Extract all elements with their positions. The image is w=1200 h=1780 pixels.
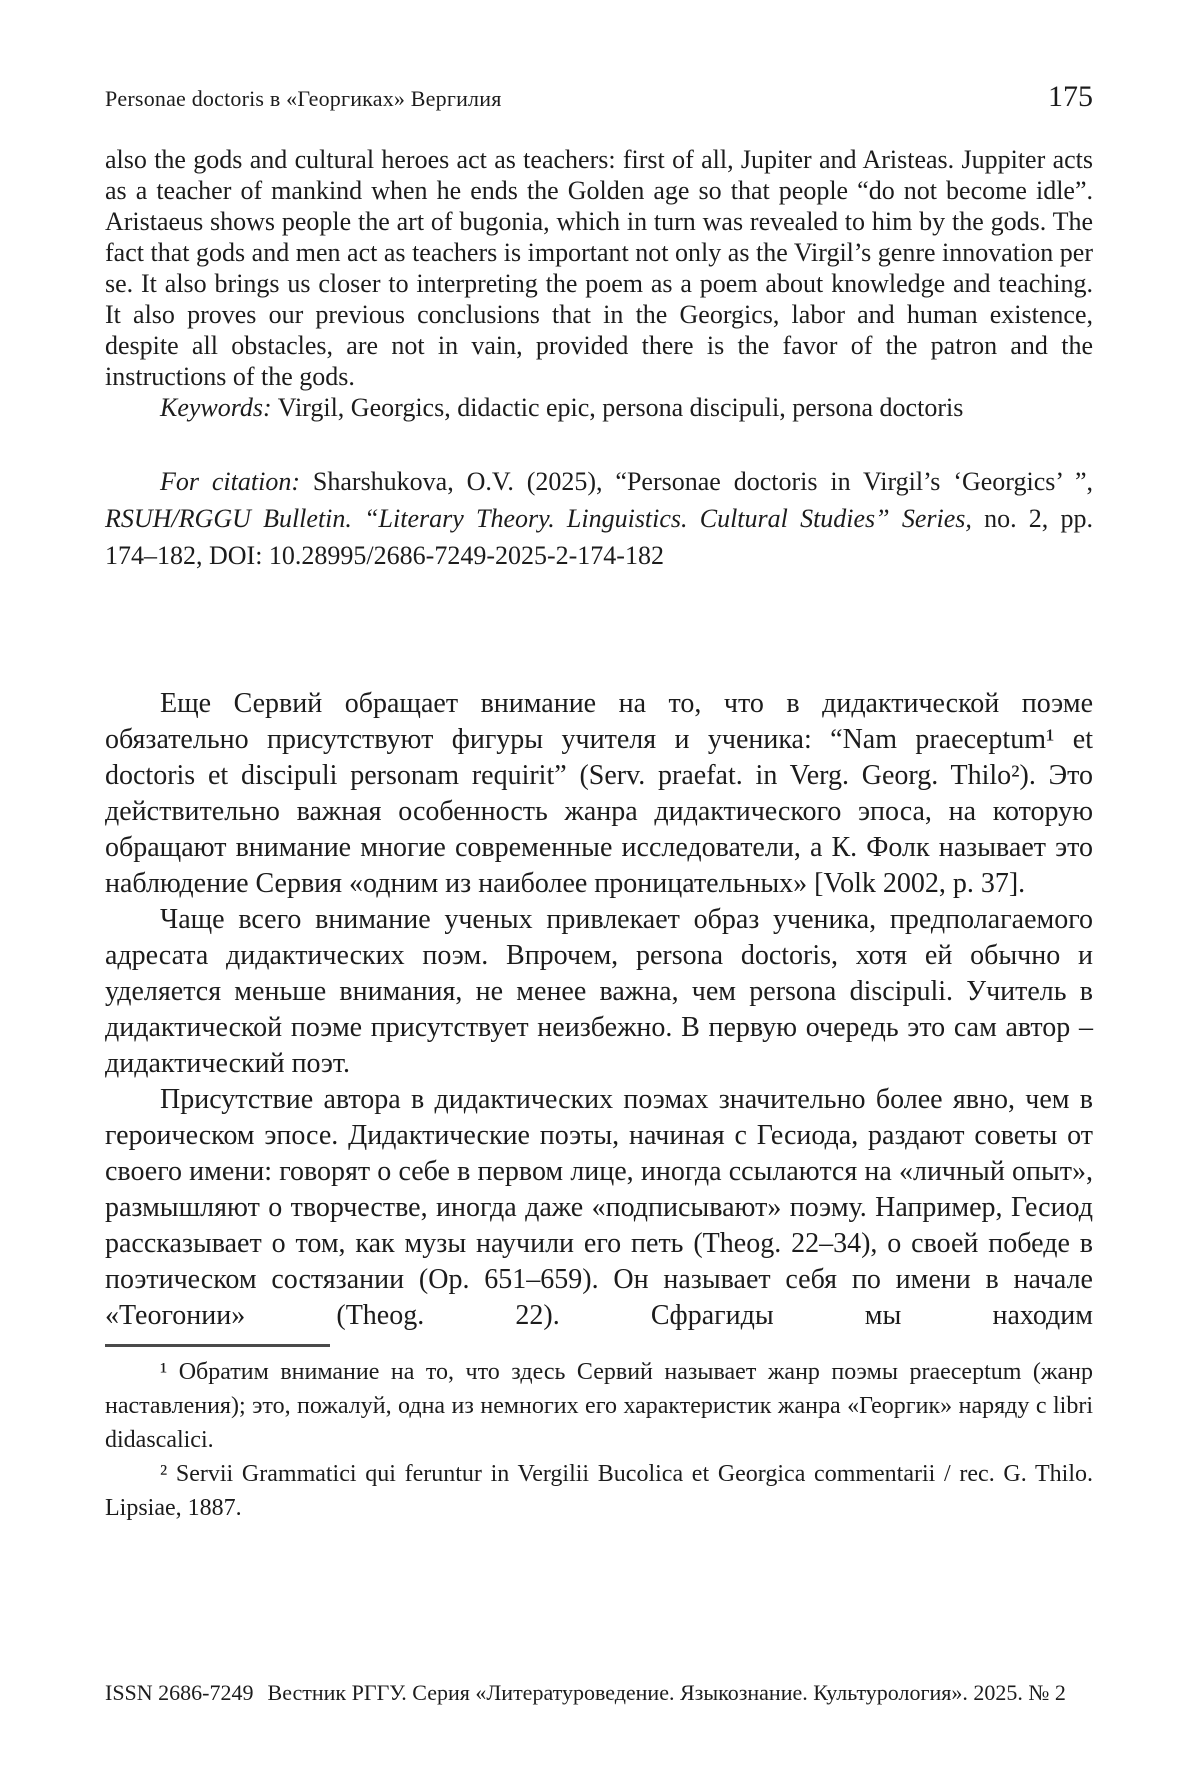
body-paragraph-2: Чаще всего внимание ученых привлекает образ ученика, предполагаемого адресата дидактических поэм. Впрочем, persona doctoris, хотя ей обычно и уделяется меньше внимания, не менее важна, чем persona discipuli. Учитель в дидактической поэме присутствует неизбежно. В первую очередь это сам автор – дидактический поэт. — [105, 904, 1093, 1079]
running-header-title: Personae doctoris в «Георгиках» Вергилия — [105, 86, 502, 111]
footnote-separator-rule — [105, 1344, 330, 1347]
abstract-section — [105, 144, 1093, 423]
citation-journal: RSUH/RGGU Bulletin. “Literary Theory. Linguistics. Cultural Studies” Series, — [105, 504, 972, 533]
page-number: 175 — [1048, 80, 1093, 113]
footer-journal-line: Вестник РГГУ. Серия «Литературоведение. Языкознание. Культурология». 2025. № 2 — [267, 1680, 1066, 1705]
citation-details: no. 2, pp. 174–182, DOI: 10.28995/2686-7249-2025-2-174-182 — [105, 504, 1093, 570]
keywords-paragraph — [105, 392, 1093, 423]
keywords-label: Keywords: — [160, 393, 272, 422]
abstract-paragraph: also the gods and cultural heroes act as teachers: first of all, Jupiter and Aristeas. Juppiter acts as a teacher of mankind when he ends the Golden age so that people “do not become idle”. Aristaeus shows people the art of bugonia, which in turn was revealed to him by the gods. The fact that gods and men act as teachers is important not only as the Virgil’s genre innovation per se. It also brings us closer to interpreting the poem as a poem about knowledge and teaching. It also proves our previous conclusions that in the Georgics, labor and human existence, despite all obstacles, are not in vain, provided there is the favor of the patron and the instructions of the gods. — [105, 145, 1093, 391]
citation-label: For citation: — [160, 467, 300, 496]
citation-block — [105, 463, 1093, 574]
page-footer — [105, 1680, 1093, 1706]
footnote-2: ² Servii Grammatici qui feruntur in Vergilii Bucolica et Georgica commentarii / rec. G. Thilo. Lipsiae, 1887. — [105, 1461, 1093, 1521]
body-paragraph-1: Еще Сервий обращает внимание на то, что в дидактической поэме обязательно присутствуют фигуры учителя и ученика: “Nam praeceptum¹ et doctoris et discipuli personam requirit” (Serv. praefat. in Verg. Georg. Thilo²). Это действительно важная особенность жанра дидактического эпоса, на которую обращают внимание многие современные исследователи, а К. Фолк называет это наблюдение Сервия «одним из наиболее проницательных» [Volk 2002, p. 37]. — [105, 688, 1093, 899]
footnote-1: ¹ Обратим внимание на то, что здесь Сервий называет жанр поэмы praeceptum (жанр наставления); это, пожалуй, одна из немногих его характеристик жанра «Георгик» наряду с libri didascalici. — [105, 1359, 1093, 1453]
citation-reference: Sharshukova, O.V. (2025), “Personae doctoris in Virgil’s ‘Georgics’ ”, — [312, 467, 1094, 496]
footer-issn: ISSN 2686-7249 — [105, 1680, 254, 1705]
keywords-text: Virgil, Georgics, didactic epic, persona discipuli, persona doctoris — [277, 393, 964, 422]
running-header — [105, 80, 1093, 114]
main-text — [105, 686, 1093, 1334]
footnotes-section — [105, 1355, 1093, 1525]
body-paragraph-3: Присутствие автора в дидактических поэмах значительно более явно, чем в героическом эпосе. Дидактические поэты, начиная с Гесиода, раздают советы от своего имени: говорят о себе в первом лице, иногда ссылаются на «личный опыт», размышляют о творчестве, иногда даже «подписывают» поэму. Например, Гесиод рассказывает о том, как музы научили его петь (Theog. 22–34), о своей победе в поэтическом состязании (Op. 651–659). Он называет себя по имени в начале «Теогонии» (Theog. 22). Сфрагиды мы находим — [105, 1084, 1093, 1331]
